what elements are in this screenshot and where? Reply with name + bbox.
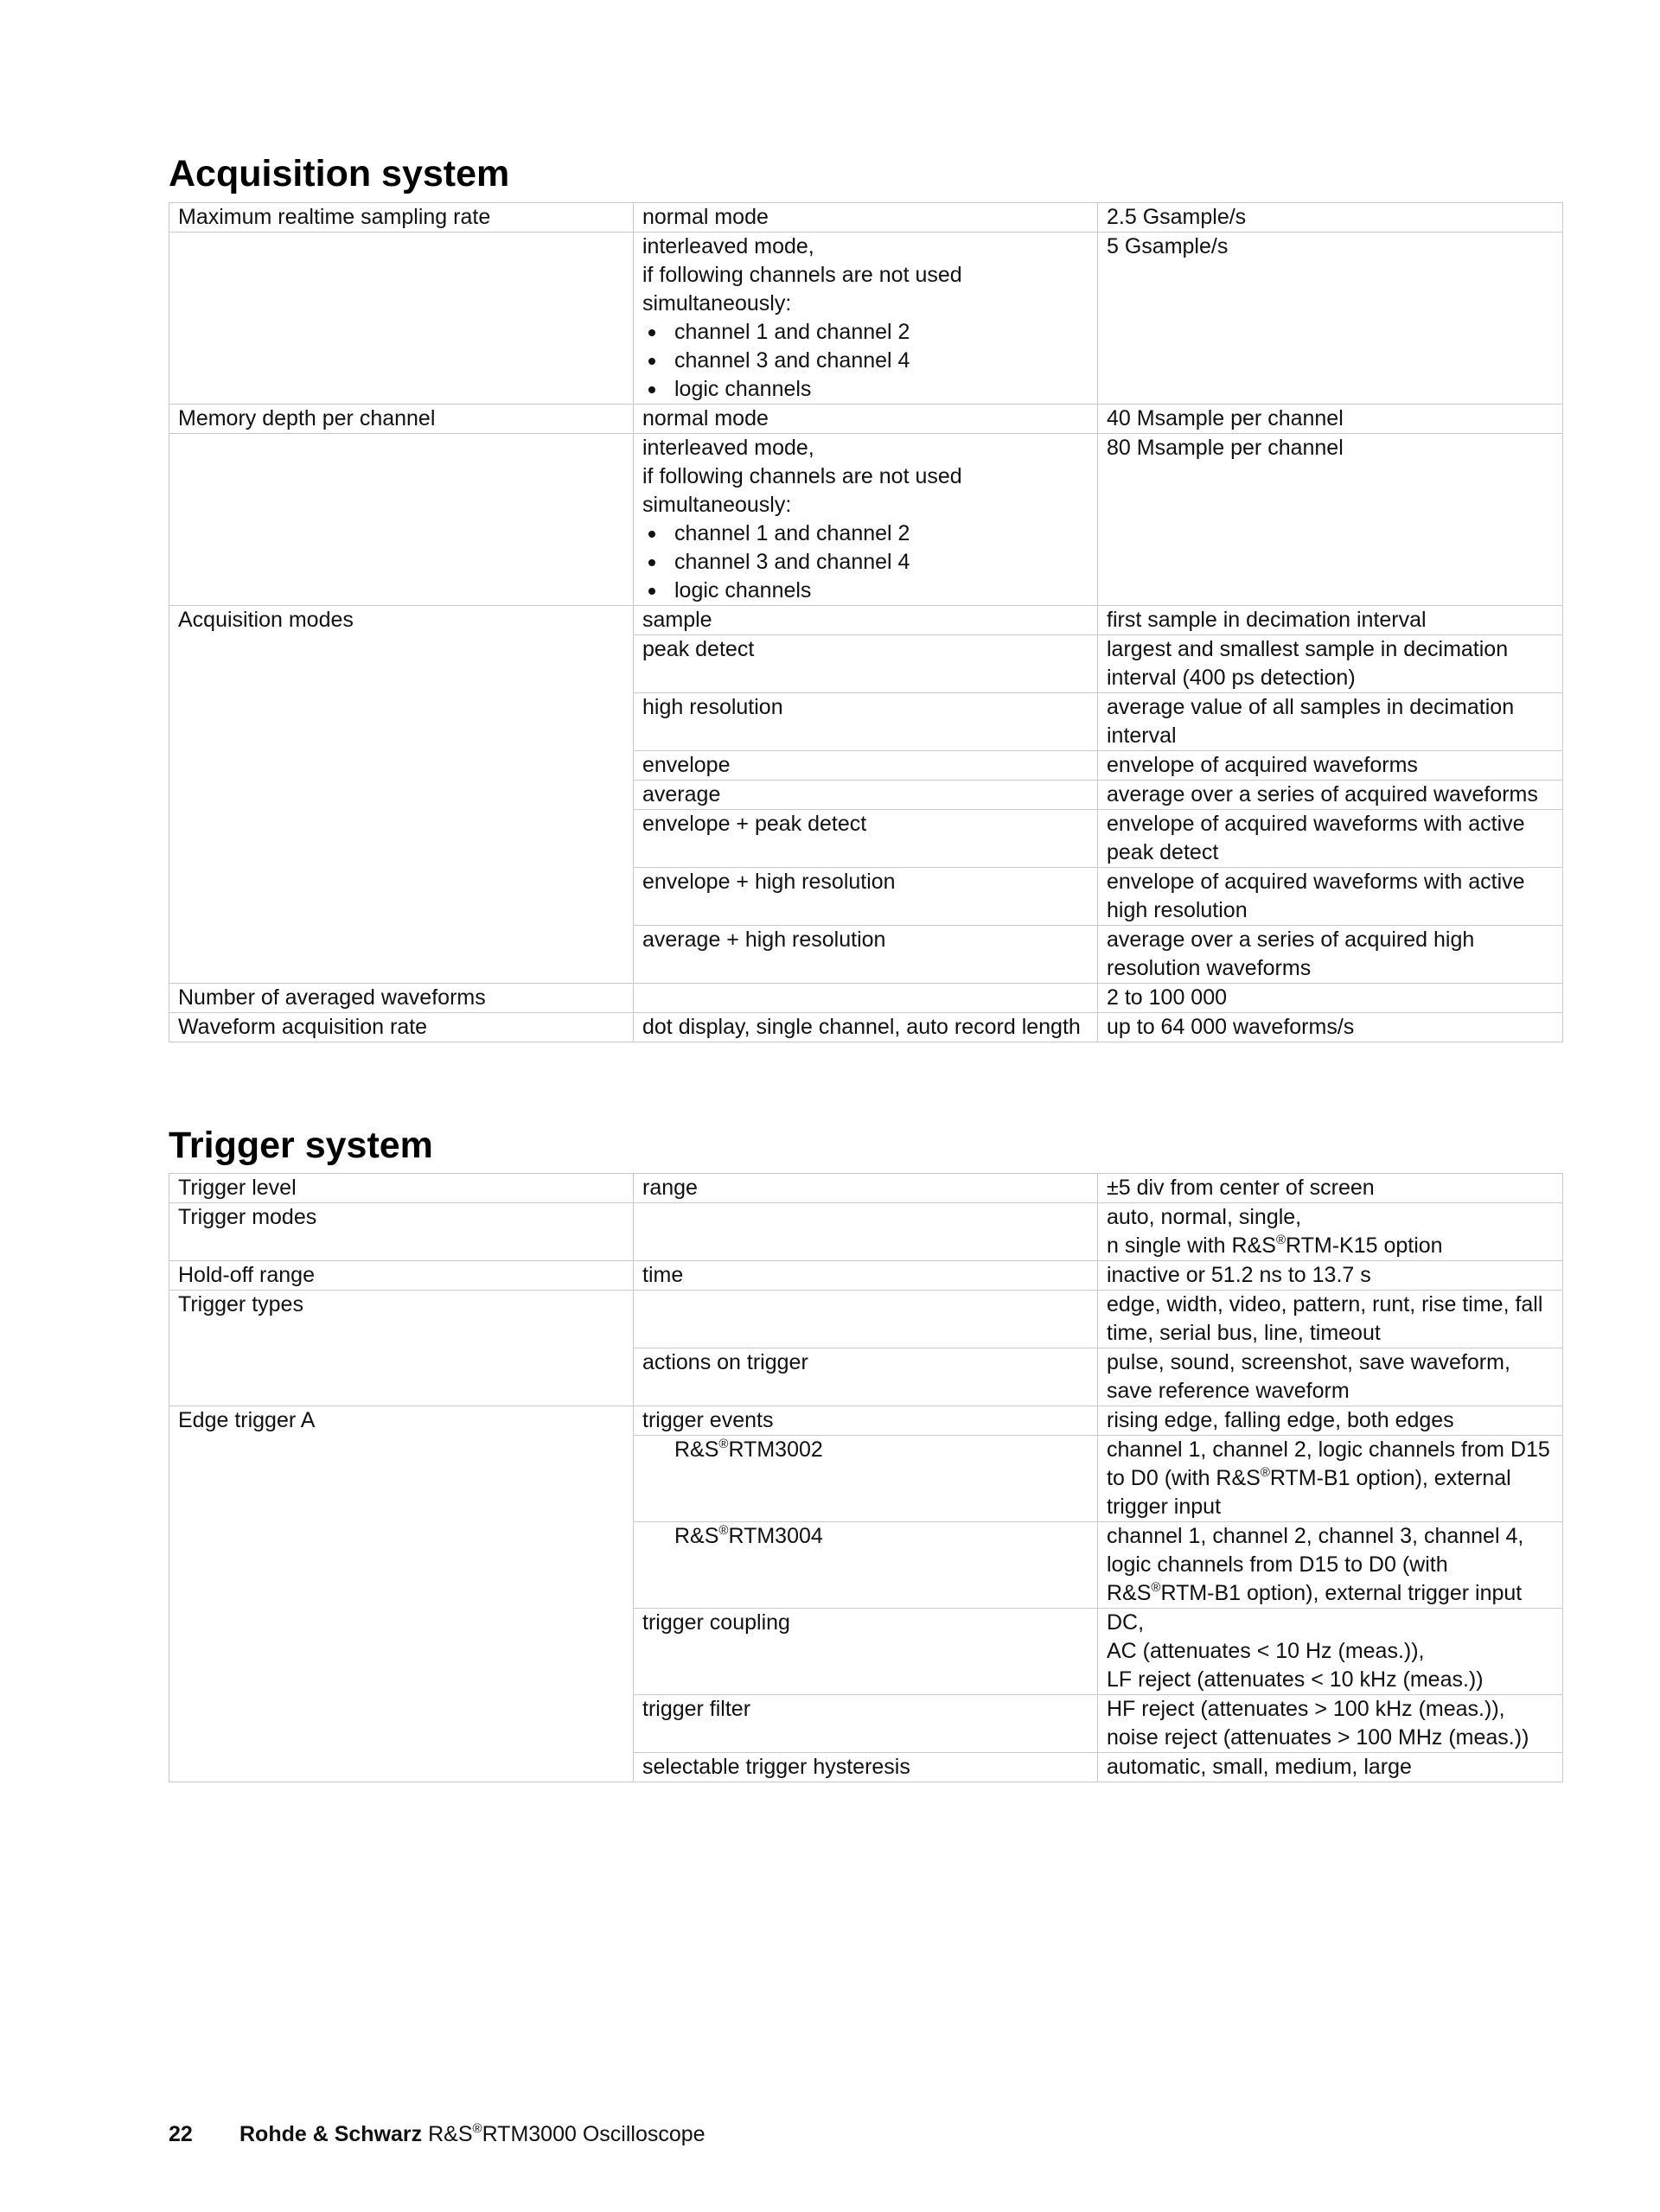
list-item: logic channels [642, 577, 1090, 605]
spec-value: envelope of acquired waveforms with active high resolution [1098, 868, 1563, 926]
spec-condition: trigger events [634, 1406, 1098, 1436]
spec-condition: R&S®RTM3002 [634, 1436, 1098, 1522]
spec-value: 2.5 Gsample/s [1098, 203, 1563, 233]
spec-value: channel 1, channel 2, channel 3, channel 4, logic channels from D15 to D0 (with R&S®RTM-B1 option), external trigger input [1098, 1522, 1563, 1609]
table-row [169, 233, 1563, 405]
spec-condition: trigger coupling [634, 1609, 1098, 1695]
spec-value: average over a series of acquired waveforms [1098, 781, 1563, 810]
spec-parameter: Waveform acquisition rate [169, 1013, 634, 1042]
trigger-spec-table [169, 1173, 1563, 1782]
registered-mark: ® [718, 1437, 729, 1451]
spec-value: 5 Gsample/s [1098, 233, 1563, 405]
table-row [169, 1174, 1563, 1203]
spec-condition: R&S®RTM3004 [634, 1522, 1098, 1609]
page-footer [169, 2121, 706, 2147]
spec-parameter [169, 233, 634, 405]
spec-condition: interleaved mode, if following channels are not used simultaneously: channel 1 and channel 2 channel 3 and channel 4 logic channels [634, 434, 1098, 606]
spec-value: auto, normal, single, n single with R&S®RTM-K15 option [1098, 1203, 1563, 1261]
table-row [169, 434, 1563, 606]
registered-mark: ® [1260, 1465, 1270, 1480]
registered-mark: ® [1275, 1233, 1286, 1247]
spec-value: inactive or 51.2 ns to 13.7 s [1098, 1261, 1563, 1291]
spec-parameter: Number of averaged waveforms [169, 984, 634, 1013]
spec-value: envelope of acquired waveforms with active peak detect [1098, 810, 1563, 868]
spec-value: envelope of acquired waveforms [1098, 751, 1563, 781]
spec-condition: peak detect [634, 635, 1098, 693]
spec-condition: high resolution [634, 693, 1098, 751]
table-row [169, 984, 1563, 1013]
spec-condition: envelope + peak detect [634, 810, 1098, 868]
spec-value: DC, AC (attenuates < 10 Hz (meas.)), LF reject (attenuates < 10 kHz (meas.)) [1098, 1609, 1563, 1695]
registered-mark: ® [1151, 1580, 1161, 1595]
spec-condition: dot display, single channel, auto record length [634, 1013, 1098, 1042]
page-number: 22 [169, 2122, 193, 2146]
spec-value: HF reject (attenuates > 100 kHz (meas.)), noise reject (attenuates > 100 MHz (meas.)) [1098, 1695, 1563, 1753]
table-row [169, 1291, 1563, 1348]
spec-value: pulse, sound, screenshot, save waveform, save reference waveform [1098, 1348, 1563, 1406]
spec-condition: trigger filter [634, 1695, 1098, 1753]
table-row [169, 1013, 1563, 1042]
spec-value: channel 1, channel 2, logic channels from D15 to D0 (with R&S®RTM-B1 option), external trigger input [1098, 1436, 1563, 1522]
registered-mark: ® [718, 1523, 729, 1538]
spec-condition: time [634, 1261, 1098, 1291]
table-row [169, 405, 1563, 434]
spec-parameter: Trigger modes [169, 1203, 634, 1261]
spec-condition: sample [634, 606, 1098, 635]
list-item: channel 1 and channel 2 [642, 318, 1090, 347]
spec-condition: average + high resolution [634, 926, 1098, 984]
table-row [169, 606, 1563, 635]
spec-value: average over a series of acquired high resolution waveforms [1098, 926, 1563, 984]
spec-condition: actions on trigger [634, 1348, 1098, 1406]
spec-value: rising edge, falling edge, both edges [1098, 1406, 1563, 1436]
table-row [169, 1203, 1563, 1261]
spec-condition: envelope + high resolution [634, 868, 1098, 926]
spec-parameter: Acquisition modes [169, 606, 634, 984]
spec-condition: normal mode [634, 405, 1098, 434]
spec-condition: interleaved mode, if following channels are not used simultaneously: channel 1 and channel 2 channel 3 and channel 4 logic channels [634, 233, 1098, 405]
spec-condition: range [634, 1174, 1098, 1203]
spec-parameter: Hold-off range [169, 1261, 634, 1291]
spec-value: first sample in decimation interval [1098, 606, 1563, 635]
spec-parameter: Maximum realtime sampling rate [169, 203, 634, 233]
spec-condition [634, 984, 1098, 1013]
spec-value: largest and smallest sample in decimation interval (400 ps detection) [1098, 635, 1563, 693]
spec-value: ±5 div from center of screen [1098, 1174, 1563, 1203]
spec-condition [634, 1203, 1098, 1261]
spec-parameter: Memory depth per channel [169, 405, 634, 434]
spec-condition: average [634, 781, 1098, 810]
spec-condition: envelope [634, 751, 1098, 781]
spec-parameter [169, 434, 634, 606]
spec-parameter: Trigger types [169, 1291, 634, 1406]
acquisition-spec-table [169, 202, 1563, 1042]
spec-condition: normal mode [634, 203, 1098, 233]
footer-brand: Rohde & Schwarz [239, 2122, 423, 2146]
section-title-acquisition: Acquisition system [169, 153, 510, 194]
list-item: channel 3 and channel 4 [642, 347, 1090, 375]
spec-value: automatic, small, medium, large [1098, 1753, 1563, 1782]
registered-mark: ® [472, 2121, 482, 2136]
table-row [169, 1406, 1563, 1436]
spec-value: edge, width, video, pattern, runt, rise time, fall time, serial bus, line, timeout [1098, 1291, 1563, 1348]
table-row [169, 203, 1563, 233]
spec-value: 2 to 100 000 [1098, 984, 1563, 1013]
list-item: channel 3 and channel 4 [642, 548, 1090, 577]
spec-value: up to 64 000 waveforms/s [1098, 1013, 1563, 1042]
list-item: channel 1 and channel 2 [642, 520, 1090, 548]
spec-parameter: Edge trigger A [169, 1406, 634, 1782]
spec-condition [634, 1291, 1098, 1348]
section-title-trigger: Trigger system [169, 1125, 433, 1166]
spec-value: 40 Msample per channel [1098, 405, 1563, 434]
spec-value: average value of all samples in decimation interval [1098, 693, 1563, 751]
spec-value: 80 Msample per channel [1098, 434, 1563, 606]
spec-parameter: Trigger level [169, 1174, 634, 1203]
spec-condition: selectable trigger hysteresis [634, 1753, 1098, 1782]
list-item: logic channels [642, 375, 1090, 404]
table-row [169, 1261, 1563, 1291]
footer-product: R&S®RTM3000 Oscilloscope [428, 2121, 706, 2146]
